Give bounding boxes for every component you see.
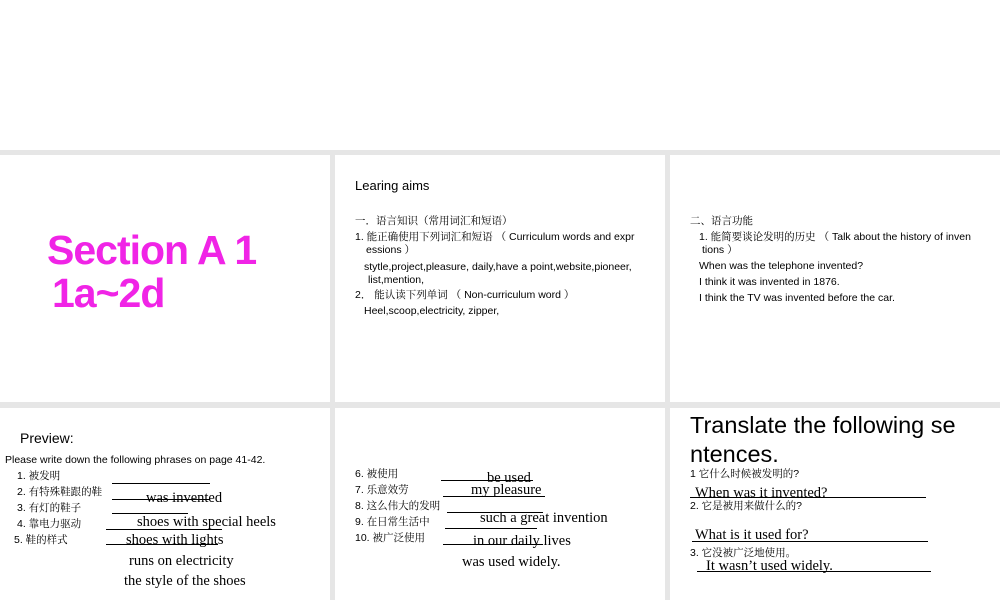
aim-item-2: 2． 能认读下列单词 （ Non-curriculum word ） xyxy=(355,289,575,301)
example-answer-1: I think it was invented in 1876. xyxy=(699,276,840,288)
question-1: 1 它什么时候被发明的? xyxy=(690,468,800,480)
phrase-item-5: 5. 鞋的样式 xyxy=(14,534,68,546)
aim-item-1: 1. 能正确使用下列词汇和短语 （ Curriculum words and expr xyxy=(355,231,635,243)
answer-text-9: in our daily lives xyxy=(473,533,571,549)
slide-title-line2: ntences. xyxy=(690,441,779,467)
slide-heading: Learing aims xyxy=(355,178,430,193)
phrase-item-2: 2. 有特殊鞋跟的鞋 xyxy=(17,486,103,498)
aim-item-1-cont: tions ） xyxy=(702,244,738,256)
answer-text-6: be used xyxy=(487,470,531,486)
aim-item-1: 1. 能简要谈论发明的历史 （ Talk about the history of inven xyxy=(699,231,971,243)
section-heading: 一．语言知识（常用词汇和短语） xyxy=(355,215,513,227)
answer-blank-9 xyxy=(445,528,537,529)
answer-text-3: It wasn’t used widely. xyxy=(706,558,833,574)
slide-thumbnail-3[interactable] xyxy=(670,155,1000,402)
answer-blank-1 xyxy=(112,483,210,484)
slide-thumbnail-6[interactable] xyxy=(670,408,1000,600)
phrase-item-1: 1. 被发明 xyxy=(17,470,61,482)
example-question: When was the telephone invented? xyxy=(699,260,864,272)
question-2: 2. 它是被用来做什么的? xyxy=(690,500,803,512)
answer-text-1: was invented xyxy=(146,490,223,506)
word-list-1-cont: list,mention, xyxy=(368,274,425,286)
example-answer-2: I think the TV was invented before the car. xyxy=(699,292,895,304)
answer-text-5: the style of the shoes xyxy=(124,573,246,589)
word-list-2: Heel,scoop,electricity, zipper, xyxy=(364,305,500,317)
phrase-item-7: 7. 乐意效劳 xyxy=(355,484,409,496)
answer-text-7: my pleasure xyxy=(471,482,542,498)
answer-text-2: What is it used for? xyxy=(695,527,809,543)
phrase-item-10: 10. 被广泛使用 xyxy=(355,532,426,544)
answer-text-3: shoes with lights xyxy=(126,532,224,548)
aim-item-1-cont: essions ） xyxy=(366,244,416,256)
phrase-item-3: 3. 有灯的鞋子 xyxy=(17,502,82,514)
answer-text-10: was used widely. xyxy=(462,554,561,570)
slide-heading: Preview: xyxy=(20,430,74,446)
slide-title-line2: 1a~2d xyxy=(52,270,165,316)
top-blank-area xyxy=(0,0,1000,150)
slide-thumbnail-2[interactable] xyxy=(335,155,665,402)
section-heading: 二、语言功能 xyxy=(690,215,753,227)
answer-text-2: shoes with special heels xyxy=(137,514,276,530)
phrase-item-6: 6. 被使用 xyxy=(355,468,399,480)
phrase-item-9: 9. 在日常生活中 xyxy=(355,516,430,528)
answer-text-1: When was it invented? xyxy=(695,485,828,501)
answer-text-8: such a great invention xyxy=(480,510,608,526)
question-3: 3. 它没被广泛地使用。 xyxy=(690,547,797,559)
phrase-item-8: 8. 这么伟大的发明 xyxy=(355,500,441,512)
instruction-text: Please write down the following phrases on page 41-42. xyxy=(5,454,266,466)
answer-text-4: runs on electricity xyxy=(129,553,234,569)
slide-thumbnail-4[interactable] xyxy=(0,408,330,600)
phrase-item-4: 4. 靠电力驱动 xyxy=(17,518,82,530)
slide-thumbnail-5[interactable] xyxy=(335,408,665,600)
slide-title-line1: Translate the following se xyxy=(690,412,956,438)
slide-thumbnail-1[interactable] xyxy=(0,155,330,402)
slide-title-line1: Section A 1 xyxy=(47,227,257,273)
word-list-1: stytle,project,pleasure, daily,have a point,website,pioneer, xyxy=(364,261,632,273)
